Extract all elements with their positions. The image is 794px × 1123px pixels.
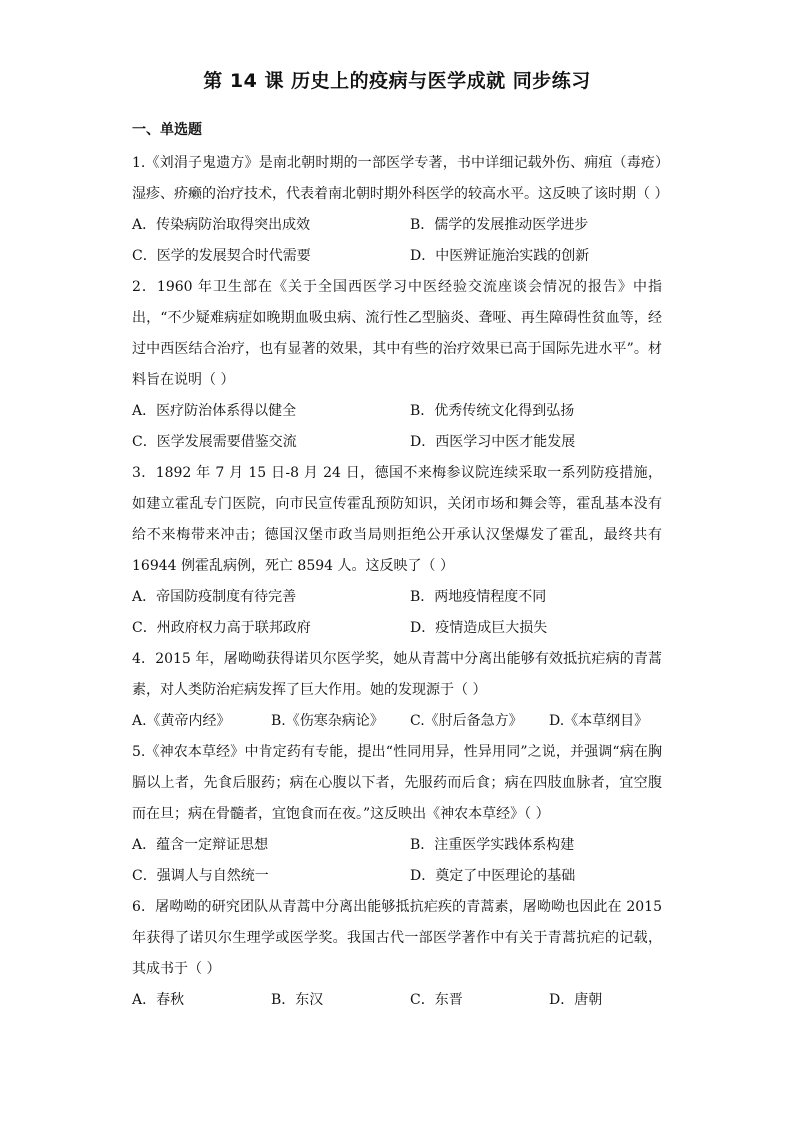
- option-b: B．注重医学实践体系构建: [410, 837, 575, 853]
- option-d: D．西医学习中医才能发展: [410, 434, 576, 450]
- option-a: A．春秋: [132, 992, 185, 1008]
- options: [132, 830, 662, 892]
- option-c: C．强调人与自然统一: [132, 868, 269, 884]
- option-d: D．疫情造成巨大损失: [410, 620, 548, 636]
- question-4: [132, 644, 662, 737]
- question-stem: 3．1892 年 7 月 15 日-8 月 24 日，德国不来梅参议院连续采取一系列防疫措施，如建立霍乱专门医院，向市民宣传霍乱预防知识，关闭市场和舞会等，霍乱基本没有给不来梅带来冲击；德国汉堡市政当局则拒绝公开承认汉堡爆发了霍乱，最终共有 16944 例霍乱病例，死亡 8594 人。这反映了（ ）: [132, 465, 662, 574]
- question-1: [132, 148, 669, 272]
- question-6: [132, 892, 662, 1016]
- options: [132, 210, 662, 272]
- option-a: A．传染病防治取得突出成效: [132, 217, 311, 233]
- question-list: [132, 120, 669, 1016]
- question-stem: 2．1960 年卫生部在《关于全国西医学习中医经验交流座谈会情况的报告》中指出，“不少疑难病症如晚期血吸虫病、流行性乙型脑炎、聋哑、再生障碍性贫血等，经过中西医结合治疗，也有显著的效果，其中有些的治疗效果已高于国际先进水平”。材料旨在说明（ ）: [132, 279, 662, 388]
- question-stem: 6．屠呦呦的研究团队从青蒿中分离出能够抵抗疟疾的青蒿素，屠呦呦也因此在 2015 年获得了诺贝尔生理学或医学奖。我国古代一部医学著作中有关于青蒿抗疟的记载，其成书于（ ）: [132, 899, 662, 977]
- option-b: B．东汉: [271, 992, 324, 1008]
- question-5: [132, 737, 662, 892]
- option-d: D.《本草纲目》: [549, 713, 649, 729]
- question-3: [132, 458, 662, 644]
- option-b: B．两地疫情程度不同: [410, 589, 547, 605]
- options: [132, 396, 662, 458]
- page-title: 第 14 课 历史上的疫病与医学成就 同步练习: [203, 70, 591, 92]
- option-b: B．优秀传统文化得到弘扬: [410, 403, 575, 419]
- option-c: C．医学发展需要借鉴交流: [132, 434, 297, 450]
- option-c: C.《肘后备急方》: [410, 713, 523, 729]
- options: [132, 582, 662, 644]
- option-a: A．蕴含一定辩证思想: [132, 837, 269, 853]
- option-b: B.《伤寒杂病论》: [271, 713, 384, 729]
- option-b: B．儒学的发展推动医学进步: [410, 217, 589, 233]
- question-2: [132, 272, 662, 458]
- options: [132, 706, 662, 737]
- option-d: D．中医辨证施治实践的创新: [410, 248, 590, 264]
- option-c: C．医学的发展契合时代需要: [132, 248, 311, 264]
- section-heading: 一、单选题: [132, 122, 202, 138]
- option-d: D．奠定了中医理论的基础: [410, 868, 576, 884]
- option-a: A．医疗防治体系得以健全: [132, 403, 297, 419]
- option-a: A.《黄帝内经》: [132, 713, 231, 729]
- options: [132, 985, 662, 1016]
- question-stem: 1.《刘涓子鬼遗方》是南北朝时期的一部医学专著，书中详细记载外伤、痈疽（毒疮）湿疹、疥癞的治疗技术，代表着南北朝时期外科医学的较高水平。这反映了该时期（ ）: [132, 155, 669, 202]
- option-a: A．帝国防疫制度有待完善: [132, 589, 297, 605]
- option-d: D．唐朝: [549, 992, 603, 1008]
- question-stem: 4．2015 年，屠呦呦获得诺贝尔医学奖，她从青蒿中分离出能够有效抵抗疟病的青蒿素，对人类防治疟病发挥了巨大作用。她的发现源于（ ）: [132, 651, 662, 698]
- option-c: C．东晋: [410, 992, 463, 1008]
- option-c: C．州政府权力高于联邦政府: [132, 620, 311, 636]
- question-stem: 5.《神农本草经》中肯定药有专能，提出“性同用异，性异用同”之说，并强调“病在胸膈以上者，先食后服药；病在心腹以下者，先服药而后食；病在四肢血脉者，宜空腹而在旦；病在骨髓者，宜饱食而在夜。”这反映出《神农本草经》（ ）: [132, 744, 662, 822]
